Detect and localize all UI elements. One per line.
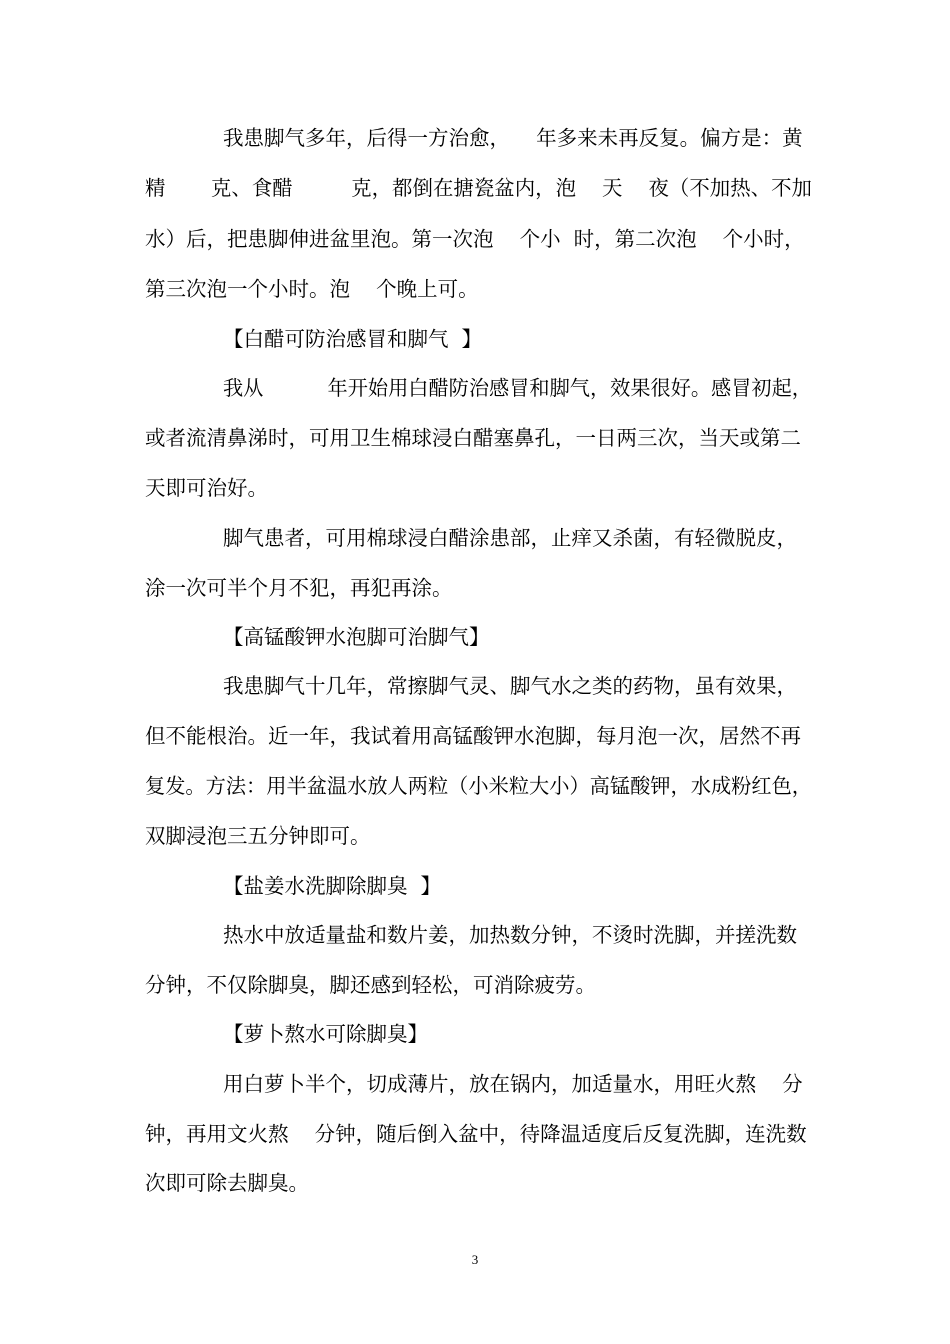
text-line: 或者流清鼻涕时，可用卫生棉球浸白醋塞鼻孔，一日两三次，当天或第二 [145, 426, 801, 450]
section-heading: 【盐姜水洗脚除脚臭 】 [223, 874, 442, 898]
text-line: 热水中放适量盐和数片姜，加热数分钟，不烫时洗脚，并搓洗数 [223, 923, 797, 947]
page-number: 3 [471, 1252, 479, 1267]
text-line: 涂一次可半个月不犯，再犯再涂。 [145, 576, 453, 600]
section-heading: 【白醋可防治感冒和脚气 】 [223, 327, 483, 351]
text-line: 我患脚气多年，后得一方治愈， 年多来未再反复。偏方是：黄 [223, 126, 803, 150]
text-line: 双脚浸泡三五分钟即可。 [145, 824, 371, 848]
text-line: 水）后，把患脚伸进盆里泡。第一次泡 个小 时，第二次泡 个小时， [145, 227, 805, 251]
text-line: 次即可除去脚臭。 [145, 1171, 309, 1195]
text-line: 我从 年开始用白醋防治感冒和脚气，效果很好。感冒初起， [223, 376, 812, 400]
text-line: 脚气患者，可用棉球浸白醋涂患部，止痒又杀菌，有轻微脱皮， [223, 526, 797, 550]
text-line: 第三次泡一个小时。泡 个晚上可。 [145, 277, 479, 301]
text-line: 天即可治好。 [145, 476, 268, 500]
text-line: 精 克、食醋 克，都倒在搪瓷盆内，泡 天 夜（不加热、不加 [145, 176, 812, 200]
text-line: 复发。方法：用半盆温水放人两粒（小米粒大小）高锰酸钾，水成粉红色， [145, 774, 812, 798]
text-line: 用白萝卜半个，切成薄片，放在锅内，加适量水，用旺火熬 分 [223, 1072, 803, 1096]
text-line: 但不能根治。近一年，我试着用高锰酸钾水泡脚，每月泡一次，居然不再 [145, 724, 801, 748]
text-line: 钟，再用文火熬 分钟，随后倒入盆中，待降温适度后反复洗脚，连洗数 [145, 1122, 807, 1146]
text-line: 分钟，不仅除脚臭，脚还感到轻松，可消除疲劳。 [145, 973, 596, 997]
section-heading: 【萝卜熬水可除脚臭】 [223, 1022, 428, 1046]
text-line: 我患脚气十几年，常擦脚气灵、脚气水之类的药物，虽有效果， [223, 674, 797, 698]
section-heading: 【高锰酸钾水泡脚可治脚气】 [223, 625, 490, 649]
